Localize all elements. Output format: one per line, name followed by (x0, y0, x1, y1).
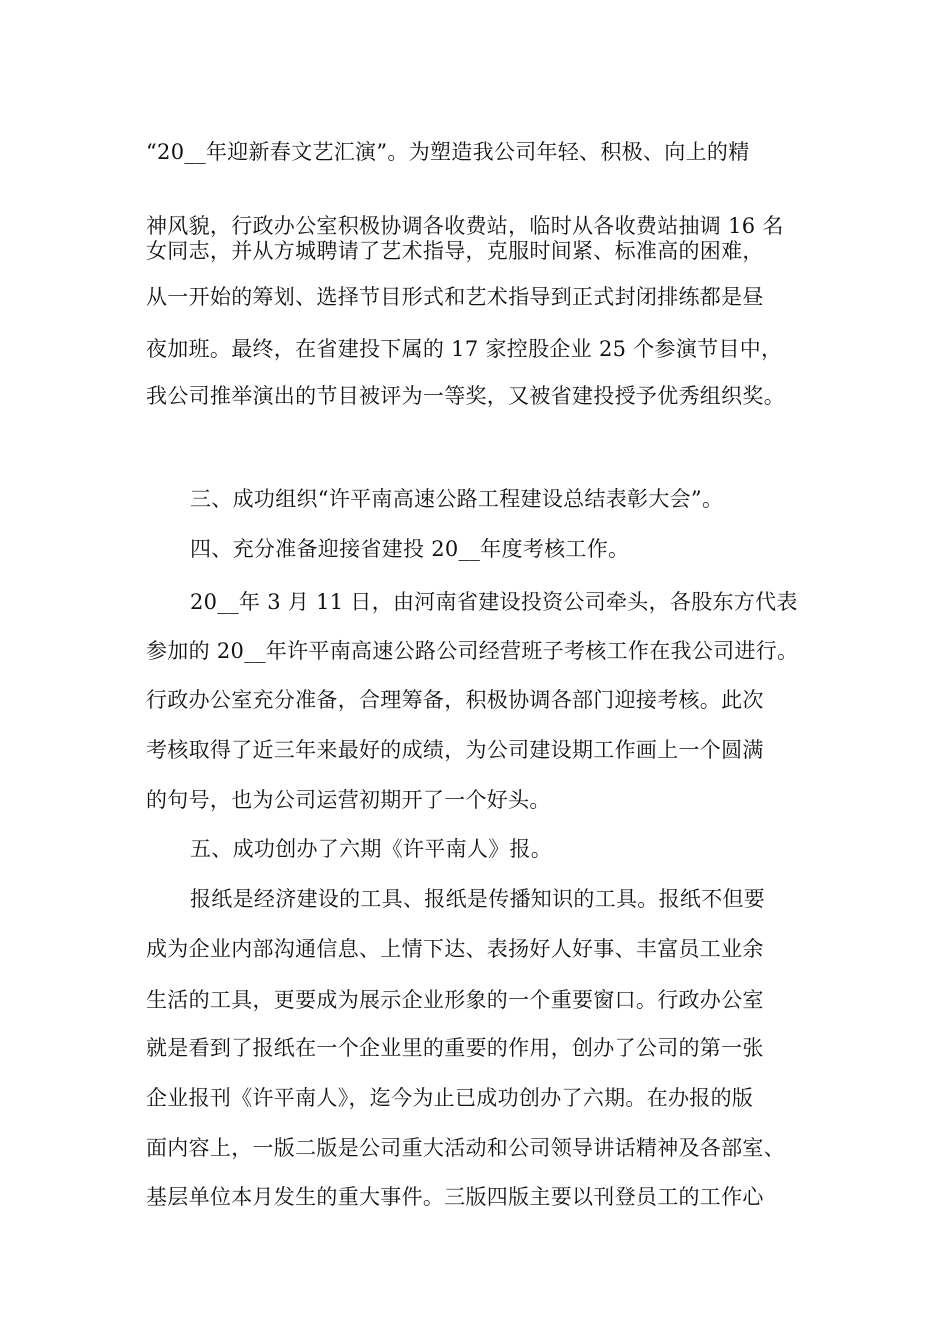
paragraph-line: 参加的 20__年许平南高速公路公司经营班子考核工作在我公司进行。 (146, 639, 799, 663)
section-heading: 三、成功组织“许平南高速公路工程建设总结表彰大会”。 (190, 487, 724, 511)
paragraph-line: 就是看到了报纸在一个企业里的重要的作用，创办了公司的第一张 (146, 1036, 764, 1060)
paragraph-line: 基层单位本月发生的重大事件。三版四版主要以刊登员工的工作心 (146, 1185, 764, 1209)
paragraph-line: 神风貌，行政办公室积极协调各收费站，临时从各收费站抽调 16 名 (146, 214, 784, 238)
paragraph-line: 面内容上，一版二版是公司重大活动和公司领导讲话精神及各部室、 (146, 1136, 785, 1160)
paragraph-line: 女同志，并从方城聘请了艺术指导，克服时间紧、标准高的困难， (146, 239, 764, 263)
paragraph-line: 成为企业内部沟通信息、上情下达、表扬好人好事、丰富员工业余 (146, 937, 764, 961)
paragraph-line: 我公司推举演出的节目被评为一等奖，又被省建投授予优秀组织奖。 (146, 384, 785, 408)
paragraph-line: 的句号，也为公司运营初期开了一个好头。 (146, 788, 551, 812)
paragraph-line: “20__年迎新春文艺汇演”。为塑造我公司年轻、积极、向上的精 (146, 140, 750, 164)
paragraph-line: 考核取得了近三年来最好的成绩，为公司建设期工作画上一个圆满 (146, 738, 764, 762)
paragraph-line: 行政办公室充分准备，合理筹备，积极协调各部门迎接考核。此次 (146, 688, 764, 712)
paragraph-line: 报纸是经济建设的工具、报纸是传播知识的工具。报纸不但要 (190, 887, 766, 911)
paragraph-line: 夜加班。最终，在省建投下属的 17 家控股企业 25 个参演节目中， (146, 337, 783, 361)
paragraph-line: 企业报刊《许平南人》，迄今为止已成功创办了六期。在办报的版 (146, 1086, 754, 1110)
paragraph-line: 从一开始的筹划、选择节目形式和艺术指导到正式封闭排练都是昼 (146, 285, 764, 309)
paragraph-line: 20__年 3 月 11 日，由河南省建设投资公司牵头，各股东方代表 (190, 590, 798, 614)
section-heading: 四、充分准备迎接省建投 20__年度考核工作。 (190, 537, 630, 561)
paragraph-line: 生活的工具，更要成为展示企业形象的一个重要窗口。行政办公室 (146, 988, 764, 1012)
section-heading: 五、成功创办了六期《许平南人》报。 (190, 837, 553, 861)
